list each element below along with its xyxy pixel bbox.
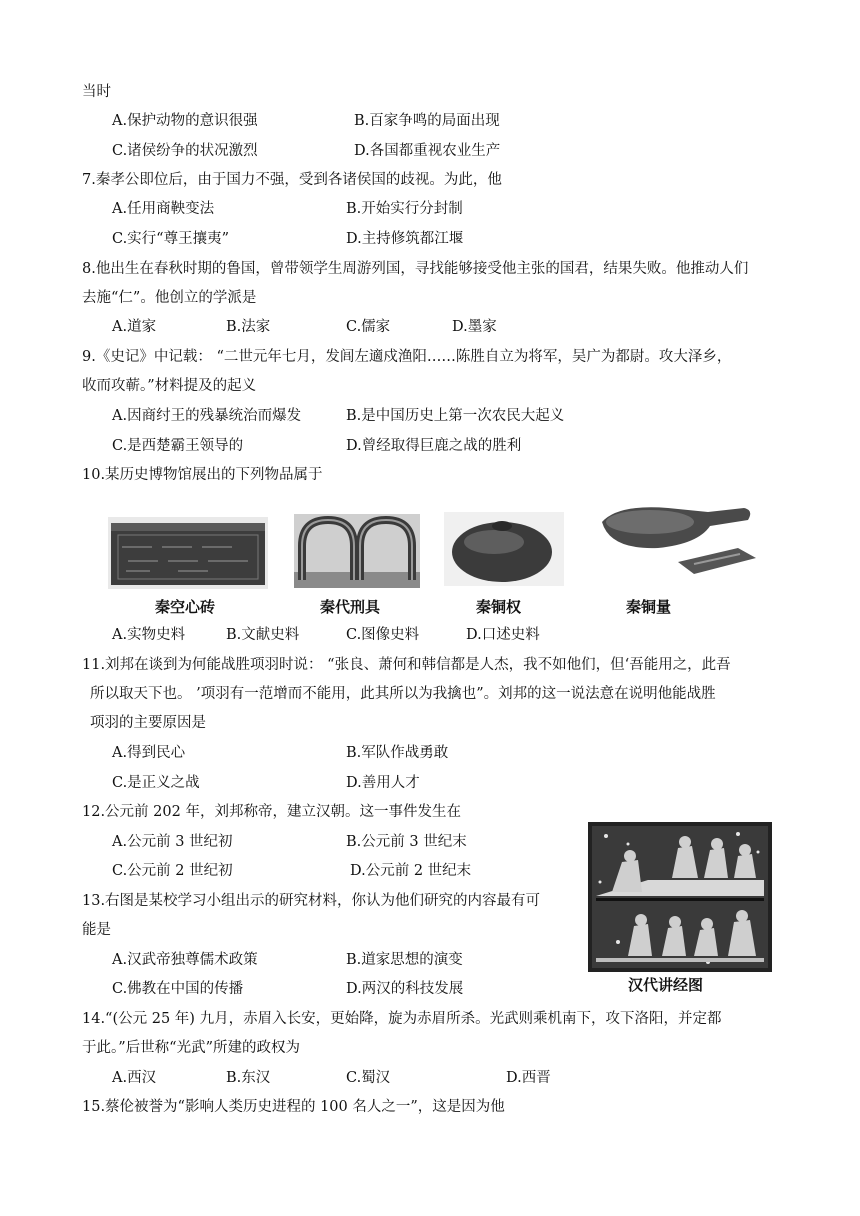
- q13-option-d: D.两汉的科技发展: [346, 981, 464, 997]
- question-9-stem-line2: 收而攻蕲。”材料提及的起义: [82, 378, 257, 394]
- q8-option-d: D.墨家: [452, 319, 497, 335]
- question-13-stem-line1: 13.右图是某校学习小组出示的研究材料，你认为他们研究的内容最有可: [82, 893, 541, 909]
- question-11-stem-line2: 所以取天下也。 ’项羽有一范增而不能用，此其所以为我擒也”。刘邦的这一说法意在说明他能战胜: [90, 686, 716, 702]
- q9-option-b: B.是中国历史上第一次农民大起义: [346, 408, 565, 424]
- question-13-stem-line2: 能是: [82, 922, 111, 938]
- q8-option-c: C.儒家: [346, 319, 391, 335]
- hollow-brick-image: [108, 517, 268, 589]
- q14-option-b: B.东汉: [226, 1070, 271, 1086]
- q6-option-c: C.诸侯纷争的状况激烈: [112, 143, 258, 159]
- han-lecture-rubbing-image: [588, 822, 772, 972]
- q14-option-c: C.蜀汉: [346, 1070, 391, 1086]
- question-8-stem-line2: 去施“仁”。他创立的学派是: [82, 290, 257, 306]
- q6-option-b: B.百家争鸣的局面出现: [354, 113, 500, 129]
- question-11-stem-line3: 项羽的主要原因是: [90, 715, 206, 731]
- q6-option-a: A.保护动物的意识很强: [112, 113, 258, 129]
- q14-option-d: D.西晋: [506, 1070, 551, 1086]
- q10-option-b: B.文献史料: [226, 627, 300, 643]
- q11-option-c: C.是正义之战: [112, 775, 200, 791]
- q14-option-a: A.西汉: [112, 1070, 157, 1086]
- question-10-stem: 10.某历史博物馆展出的下列物品属于: [82, 467, 323, 483]
- caption-qin-bronze-weight: 秦铜权: [476, 598, 522, 616]
- q13-option-b: B.道家思想的演变: [346, 952, 463, 968]
- q7-option-d: D.主持修筑都江堰: [346, 231, 464, 247]
- q12-option-d: D.公元前 2 世纪末: [350, 863, 472, 879]
- caption-hollow-brick: 秦空心砖: [155, 598, 216, 616]
- q9-option-c: C.是西楚霸王领导的: [112, 438, 244, 454]
- question-7-stem: 7.秦孝公即位后，由于国力不强，受到各诸侯国的歧视。为此，他: [82, 172, 502, 188]
- q7-option-a: A.任用商鞅变法: [112, 201, 215, 217]
- caption-qin-bronze-measure: 秦铜量: [626, 598, 672, 616]
- q12-option-b: B.公元前 3 世纪末: [346, 834, 467, 850]
- q12-option-a: A.公元前 3 世纪初: [112, 834, 233, 850]
- question-15-stem: 15.蔡伦被誉为“影响人类历史进程的 100 名人之一”，这是因为他: [82, 1099, 505, 1115]
- qin-shackles-image: [294, 514, 420, 588]
- question-11-stem-line1: 11.刘邦在谈到为何能战胜项羽时说： “张良、萧何和韩信都是人杰，我不如他们，但‘吾能用之，此吾: [82, 657, 731, 673]
- question-14-stem-line1: 14.“(公元 25 年) 九月，赤眉入长安，更始降，旋为赤眉所杀。光武则乘机南下，攻下洛阳，并定都: [82, 1011, 722, 1027]
- q7-option-c: C.实行“尊王攘夷”: [112, 231, 230, 247]
- q11-option-d: D.善用人才: [346, 775, 420, 791]
- q11-option-a: A.得到民心: [112, 745, 186, 761]
- question-9-stem-line1: 9.《史记》中记载： “二世元年七月，发闾左適戍渔阳……陈胜自立为将军，吴广为都尉。攻大泽乡，: [82, 349, 732, 365]
- q9-option-d: D.曾经取得巨鹿之战的胜利: [346, 438, 522, 454]
- q12-option-c: C.公元前 2 世纪初: [112, 863, 233, 879]
- q11-option-b: B.军队作战勇敢: [346, 745, 449, 761]
- caption-qin-shackles: 秦代刑具: [320, 598, 381, 616]
- q9-option-a: A.因商纣王的残暴统治而爆发: [112, 408, 302, 424]
- q10-option-c: C.图像史料: [346, 627, 420, 643]
- q8-option-a: A.道家: [112, 319, 157, 335]
- qin-bronze-weight-image: [444, 512, 564, 586]
- caption-han-lecture: 汉代讲经图: [628, 976, 704, 994]
- q10-option-a: A.实物史料: [112, 627, 186, 643]
- question-6-stem-tail: 当时: [82, 84, 111, 100]
- q6-option-d: D.各国都重视农业生产: [354, 143, 501, 159]
- q10-option-d: D.口述史料: [466, 627, 540, 643]
- q7-option-b: B.开始实行分封制: [346, 201, 463, 217]
- q8-option-b: B.法家: [226, 319, 271, 335]
- question-12-stem: 12.公元前 202 年，刘邦称帝，建立汉朝。这一事件发生在: [82, 804, 461, 820]
- q13-option-c: C.佛教在中国的传播: [112, 981, 244, 997]
- q13-option-a: A.汉武帝独尊儒术政策: [112, 952, 258, 968]
- qin-bronze-measure-image: [598, 500, 762, 580]
- question-14-stem-line2: 于此。”后世称“光武”所建的政权为: [82, 1040, 300, 1056]
- question-8-stem-line1: 8.他出生在春秋时期的鲁国，曾带领学生周游列国，寻找能够接受他主张的国君，结果失败。他推动人们: [82, 261, 749, 277]
